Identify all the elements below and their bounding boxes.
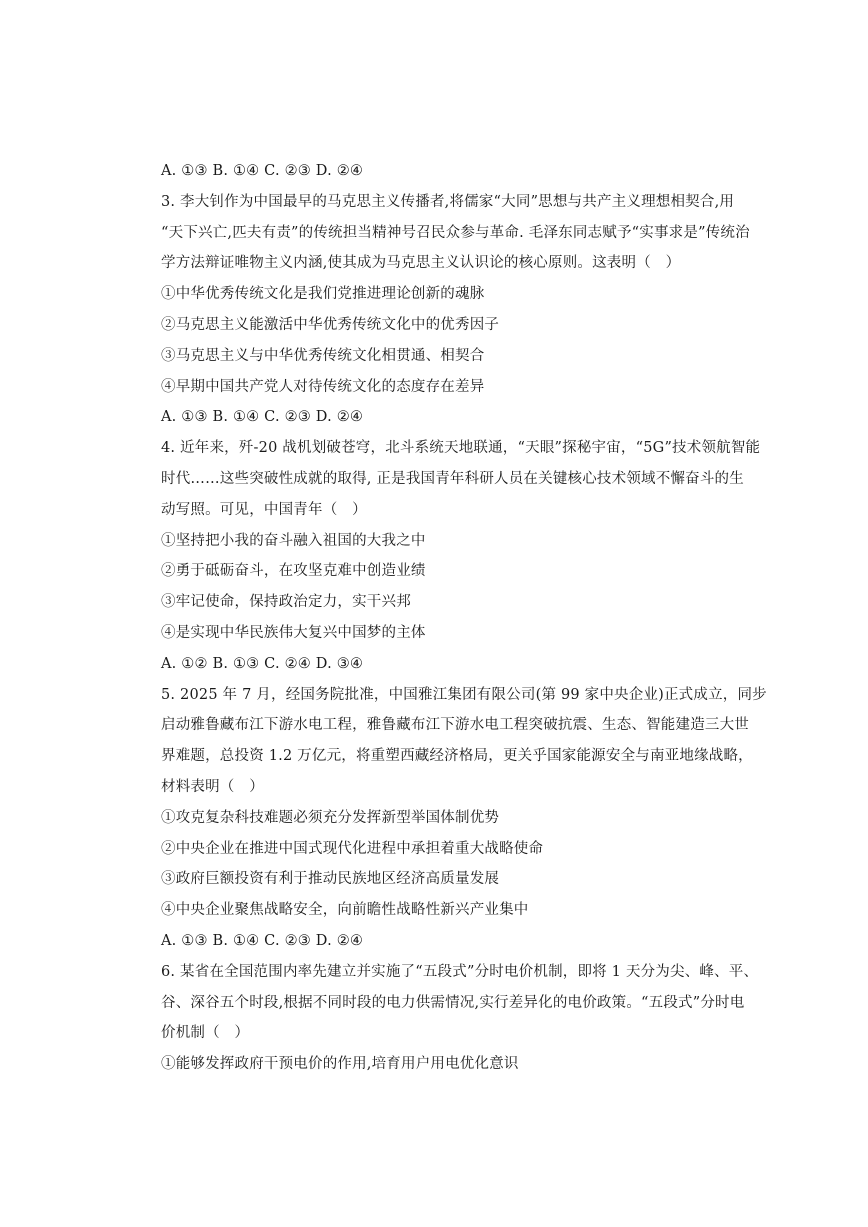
question-3-statement-1: ①中华优秀传统文化是我们党推进理论创新的魂脉 xyxy=(161,286,485,303)
question-5-stem-line-2: 启动雅鲁藏布江下游水电工程，雅鲁藏布江下游水电工程突破抗震、生态、智能建造三大世 xyxy=(161,717,749,734)
question-3-statement-2: ②马克思主义能激活中华优秀传统文化中的优秀因子 xyxy=(161,316,500,333)
question-5-statement-4: ④中央企业聚焦战略安全，向前瞻性战略性新兴产业集中 xyxy=(161,902,529,919)
question-content xyxy=(161,156,767,1080)
question-6-stem-line-2: 谷、深谷五个时段,根据不同时段的电力供需情况,实行差异化的电价政策。“五段式”分时电 xyxy=(161,994,745,1011)
question-6-stem-line-3: 价机制（ ） xyxy=(161,1025,250,1042)
question-3-stem-line-3: 学方法辩证唯物主义内涵,使其成为马克思主义认识论的核心原则。这表明（ ） xyxy=(161,255,681,272)
question-6-stem-line-1: 6. 某省在全国范围内率先建立并实施了“五段式”分时电价机制，即将 1 天分为尖、峰、平、 xyxy=(161,963,759,980)
question-5-statement-1: ①攻克复杂科技难题必须充分发挥新型举国体制优势 xyxy=(161,809,500,826)
question-4-stem-line-1: 4. 近年来，歼-20 战机划破苍穹，北斗系统天地联通，“天眼”探秘宇宙，“5G”技术领航智能 xyxy=(161,440,761,457)
question-6-statement-1: ①能够发挥政府干预电价的作用,培育用户用电优化意识 xyxy=(161,1056,519,1073)
question-5-statement-3: ③政府巨额投资有利于推动民族地区经济高质量发展 xyxy=(161,871,500,888)
question-5-stem-line-1: 5. 2025 年 7 月，经国务院批准，中国雅江集团有限公司(第 99 家中央企业)正式成立，同步 xyxy=(161,686,767,703)
question-3-statement-3: ③马克思主义与中华优秀传统文化相贯通、相契合 xyxy=(161,347,485,364)
question-4-statement-3: ③牢记使命，保持政治定力，实干兴邦 xyxy=(161,594,411,611)
question-5-statement-2: ②中央企业在推进中国式现代化进程中承担着重大战略使命 xyxy=(161,840,544,857)
question-3-statement-4: ④早期中国共产党人对待传统文化的态度存在差异 xyxy=(161,378,485,395)
answer-options-q4: A. ①② B. ①③ C. ②④ D. ③④ xyxy=(161,655,364,672)
question-4-statement-2: ②勇于砥砺奋斗，在攻坚克难中创造业绩 xyxy=(161,563,426,580)
question-5-stem-line-4: 材料表明（ ） xyxy=(161,778,264,795)
answer-options-q2: A. ①③ B. ①④ C. ②③ D. ②④ xyxy=(161,163,364,179)
question-4-statement-1: ①坚持把小我的奋斗融入祖国的大我之中 xyxy=(161,532,426,549)
question-3-stem-line-1: 3. 李大钊作为中国最早的马克思主义传播者,将儒家“大同”思想与共产主义理想相契合,用 xyxy=(161,193,735,210)
answer-options-q5: A. ①③ B. ①④ C. ②③ D. ②④ xyxy=(161,932,364,949)
answer-options-q3: A. ①③ B. ①④ C. ②③ D. ②④ xyxy=(161,409,364,426)
question-5-stem-line-3: 界难题，总投资 1.2 万亿元，将重塑西藏经济格局，更关乎国家能源安全与南亚地缘战略， xyxy=(161,748,753,765)
question-4-stem-line-2: 时代……这些突破性成就的取得, 正是我国青年科研人员在关键核心技术领域不懈奋斗的生 xyxy=(161,470,744,487)
question-4-stem-line-3: 动写照。可见，中国青年（ ） xyxy=(161,501,367,518)
question-3-stem-line-2: “天下兴亡,匹夫有责”的传统担当精神号召民众参与革命. 毛泽东同志赋予“实事求是”传统治 xyxy=(161,224,750,241)
question-4-statement-4: ④是实现中华民族伟大复兴中国梦的主体 xyxy=(161,624,426,641)
